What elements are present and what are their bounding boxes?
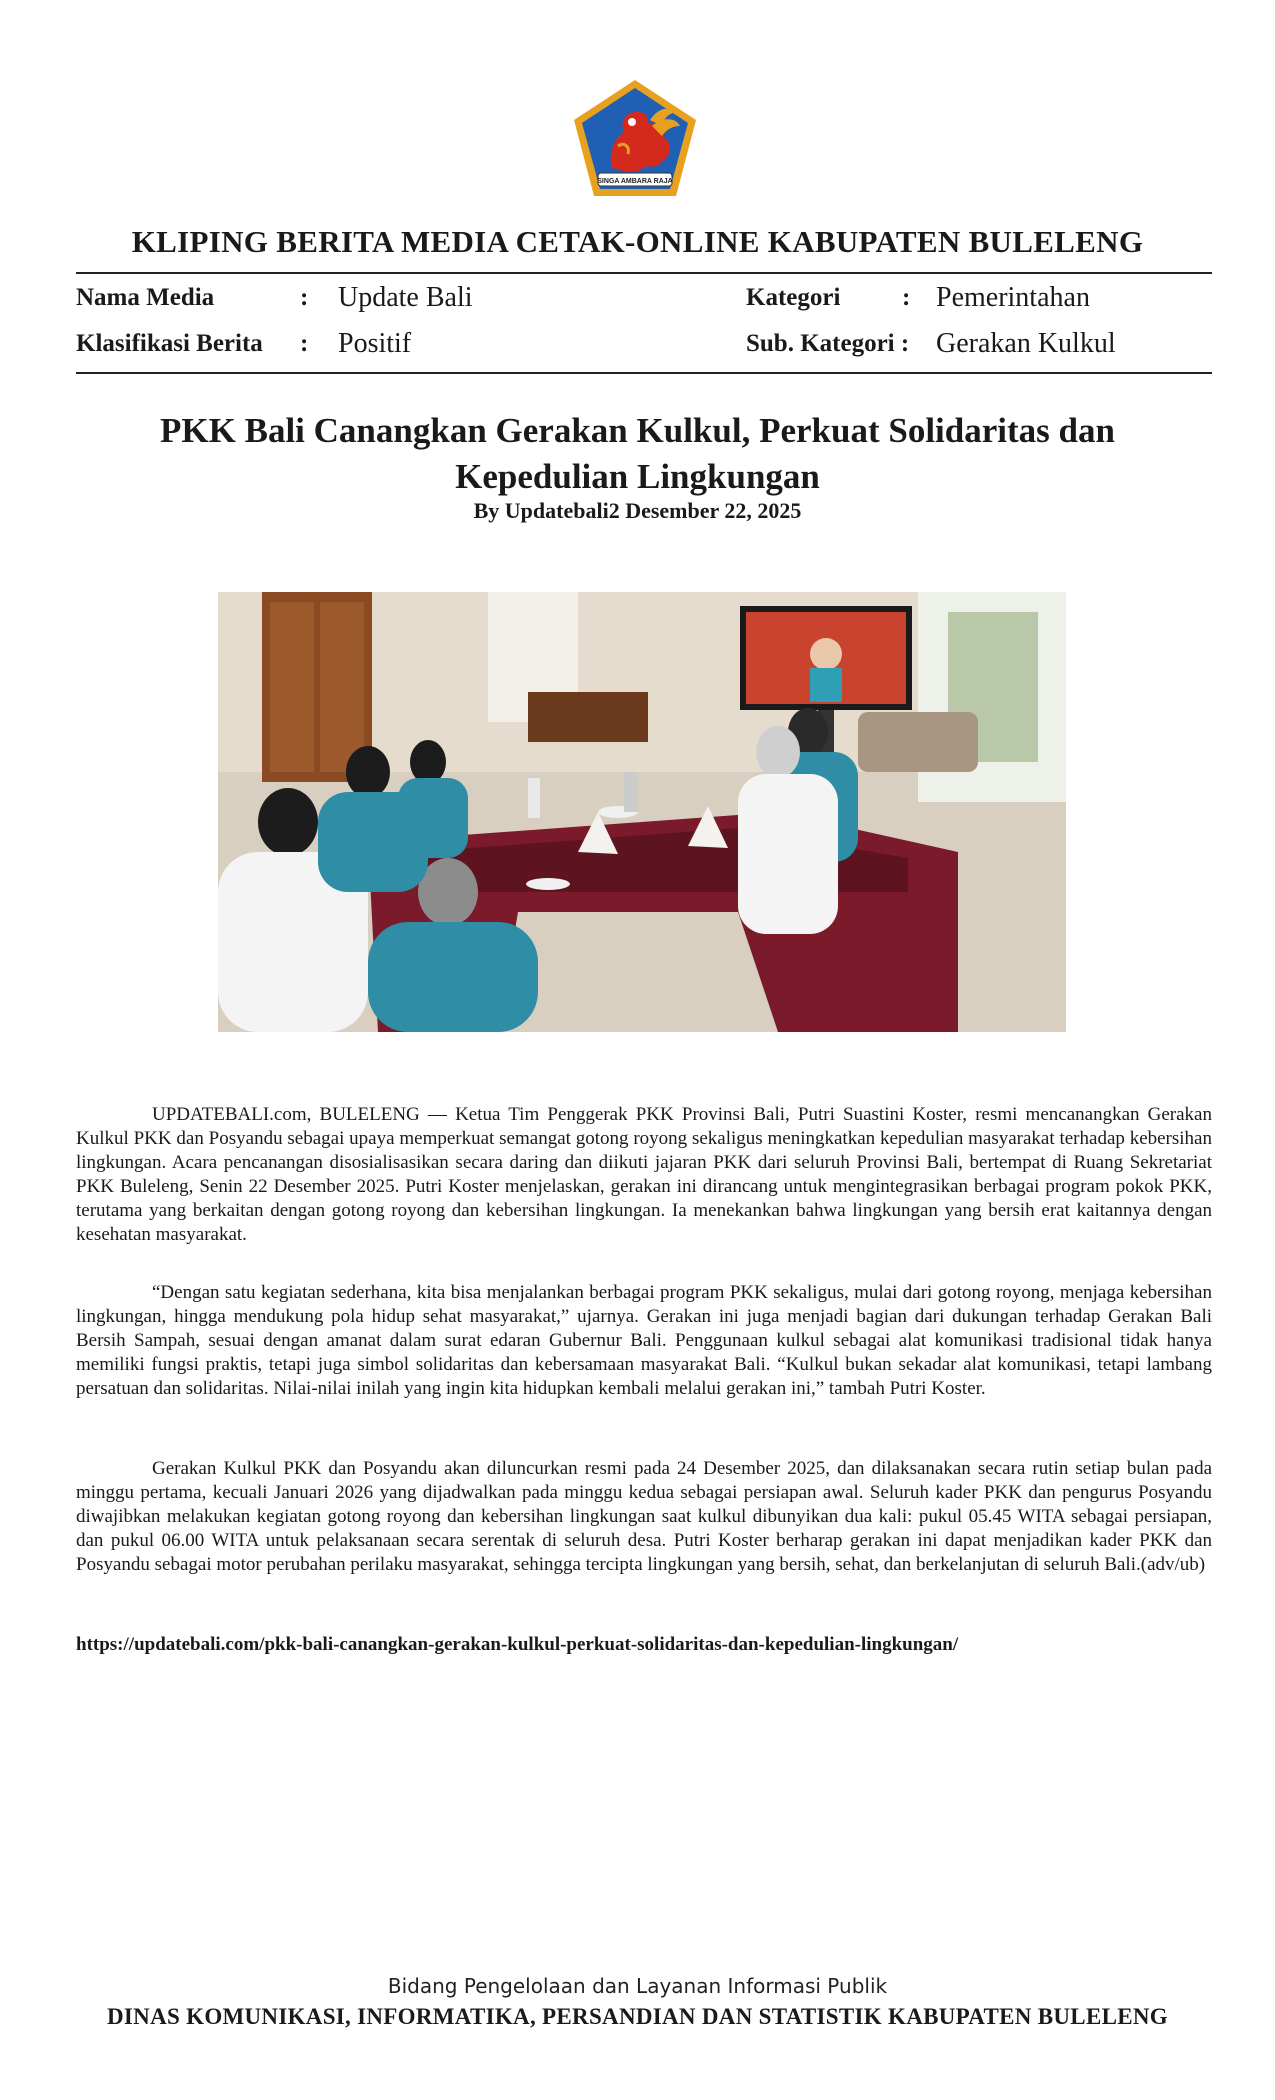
kliping-title: KLIPING BERITA MEDIA CETAK-ONLINE KABUPATEN BULELENG xyxy=(131,224,1144,259)
klasifikasi-colon: : xyxy=(300,330,309,357)
buleleng-logo xyxy=(568,76,702,200)
nama-media-colon: : xyxy=(300,284,309,311)
article-paragraph-3 xyxy=(76,1457,1212,1577)
footer-agency: DINAS KOMUNIKASI, INFORMATIKA, PERSANDIAN DAN STATISTIK KABUPATEN BULELENG xyxy=(107,2004,1168,2029)
nama-media-label: Nama Media xyxy=(76,284,215,311)
paragraph-2-text: “Dengan satu kegiatan sederhana, kita bisa menjalankan berbagai program PKK sekaligus, mulai dari gotong royong, menjaga kebersihan lingkungan, hingga mendukung pola hidup sehat masyarakat,” ujarnya. Gerakan ini juga menjadi bagian dari dukungan terhadap Gerakan Bali Bersih Sampah, sesuai dengan amanat dalam surat edaran Gubernur Bali. Penggunaan kulkul sebagai alat komunikasi tradisional tidak hanya memiliki fungsi praktis, tetapi juga simbol solidaritas dan kebersamaan masyarakat Bali. “Kulkul bukan sekadar alat komunikasi, tetapi lambang persatuan dan solidaritas. Nilai-nilai inilah yang ingin kita hidupkan kembali melalui gerakan ini,” tambah Putri Koster. xyxy=(76,1282,1212,1399)
divider-top xyxy=(76,272,1212,274)
klasifikasi-label: Klasifikasi Berita xyxy=(76,330,263,357)
kategori-value: Pemerintahan xyxy=(936,282,1090,313)
sub-kategori-label: Sub. Kategori : xyxy=(746,330,910,357)
footer-department: Bidang Pengelolaan dan Layanan Informasi Publik xyxy=(387,1974,888,1998)
kategori-label: Kategori xyxy=(746,284,841,311)
article-title: PKK Bali Canangkan Gerakan Kulkul, Perkuat Solidaritas dan Kepedulian Lingkungan xyxy=(160,411,1115,496)
sub-kategori-value: Gerakan Kulkul xyxy=(936,328,1116,359)
paragraph-1-text: UPDATEBALI.com, BULELENG — Ketua Tim Penggerak PKK Provinsi Bali, Putri Suastini Koster, resmi mencanangkan Gerakan Kulkul PKK dan Posyandu sebagai upaya memperkuat semangat gotong royong sekaligus meningkatkan kepedulian masyarakat terhadap kebersihan lingkungan. Acara pencanangan disosialisasikan secara daring dan diikuti jajaran PKK dari seluruh Provinsi Bali, bertempat di Ruang Sekretariat PKK Buleleng, Senin 22 Desember 2025. Putri Koster menjelaskan, gerakan ini dirancang untuk mengintegrasikan berbagai program pokok PKK, terutama yang berkaitan dengan gotong royong dan kebersihan lingkungan. Ia menekankan bahwa lingkungan yang bersih erat kaitannya dengan kesehatan masyarakat. xyxy=(76,1104,1212,1245)
article-paragraph-1 xyxy=(76,1103,1212,1247)
divider-bottom xyxy=(76,372,1212,374)
article-paragraph-2 xyxy=(76,1281,1212,1401)
logo-text: SINGA AMBARA RAJA xyxy=(597,178,673,185)
paragraph-3-text: Gerakan Kulkul PKK dan Posyandu akan diluncurkan resmi pada 24 Desember 2025, dan dilaksanakan secara rutin setiap bulan pada minggu pertama, kecuali Januari 2026 yang dijadwalkan pada minggu kedua sebagai persiapan awal. Seluruh kader PKK dan pengurus Posyandu diwajibkan melakukan kegiatan gotong royong dan kebersihan lingkungan saat kulkul dibunyikan dua kali: pukul 05.45 WITA sebagai persiapan, dan pukul 06.00 WITA untuk pelaksanaan secara serentak di seluruh desa. Putri Koster berharap gerakan ini dapat menjadikan kader PKK dan Posyandu sebagai motor perubahan perilaku masyarakat, sehingga tercipta lingkungan yang bersih, sehat, dan berkelanjutan di seluruh Bali.(adv/ub) xyxy=(76,1458,1212,1575)
article-byline: By Updatebali2 Desember 22, 2025 xyxy=(473,498,802,523)
klasifikasi-value: Positif xyxy=(338,328,412,359)
article-photo xyxy=(218,592,1066,1032)
article-url[interactable]: https://updatebali.com/pkk-bali-canangkan-gerakan-kulkul-perkuat-solidaritas-dan-kepedulian-lingkungan/ xyxy=(76,1634,959,1655)
nama-media-value: Update Bali xyxy=(338,282,473,313)
kategori-colon: : xyxy=(902,284,911,311)
